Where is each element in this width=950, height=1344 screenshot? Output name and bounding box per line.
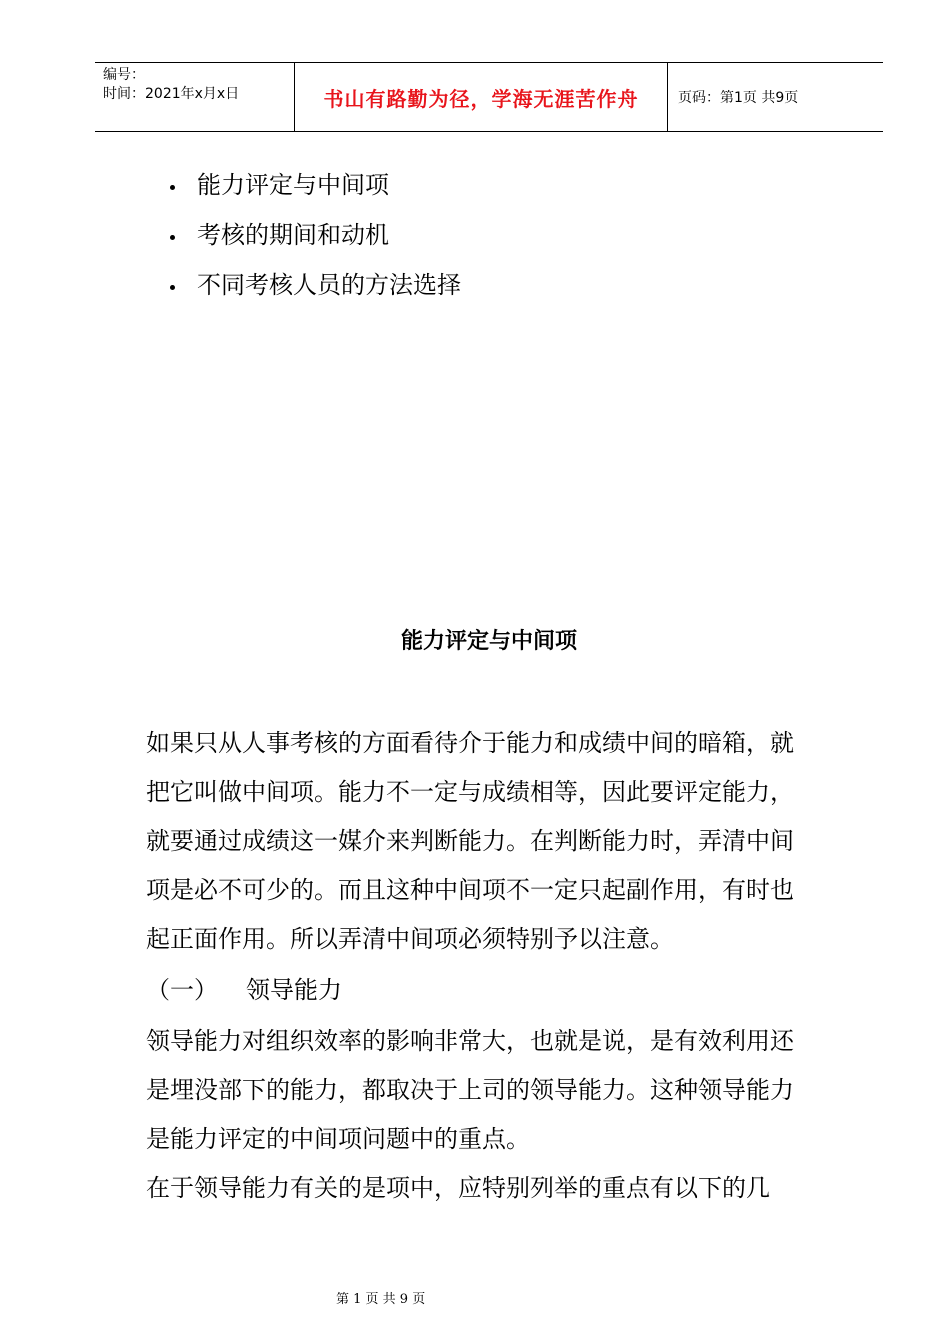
text-line: 如果只从人事考核的方面看待介于能力和成绩中间的暗箱，就 [146, 729, 794, 757]
bullet-item [170, 160, 461, 210]
page-header [95, 62, 883, 132]
subheading-number: （一） [146, 976, 218, 1004]
text-line: 在于领导能力有关的是项中，应特别列举的重点有以下的几 [146, 1174, 770, 1202]
paragraph-key-points [146, 1164, 836, 1213]
page-info-text: 页码：第1页 共9页 [678, 90, 799, 106]
bullet-text: 考核的期间和动机 [197, 221, 389, 249]
text-line: 项是必不可少的。而且这种中间项不一定只起副作用，有时也 [146, 876, 794, 904]
bullet-item [170, 210, 461, 260]
text-line: 是能力评定的中间项问题中的重点。 [146, 1125, 530, 1153]
subheading-text: 领导能力 [246, 976, 342, 1004]
text-line: 就要通过成绩这一媒介来判断能力。在判断能力时，弄清中间 [146, 827, 794, 855]
text-line: 起正面作用。所以弄清中间项必须特别予以注意。 [146, 925, 674, 953]
paragraph-leadership [146, 1017, 836, 1164]
header-motto-cell [295, 63, 668, 131]
text-line: 领导能力对组织效率的影响非常大，也就是说，是有效利用还 [146, 1027, 794, 1055]
bullet-dot-icon [170, 185, 175, 190]
bullet-dot-icon [170, 235, 175, 240]
motto-text: 书山有路勤为径，学海无涯苦作舟 [323, 86, 639, 111]
topic-bullet-list [170, 160, 461, 310]
section-title: 能力评定与中间项 [400, 629, 577, 654]
header-meta [95, 63, 295, 131]
document-number-label: 编号： [103, 67, 145, 83]
text-line: 把它叫做中间项。能力不一定与成绩相等，因此要评定能力， [146, 778, 794, 806]
page-footer: 第 1 页 共 9 页 [336, 1292, 426, 1307]
document-time-label: 时间：2021年x月x日 [103, 86, 240, 102]
bullet-text: 不同考核人员的方法选择 [197, 271, 461, 299]
bullet-text: 能力评定与中间项 [197, 171, 389, 199]
paragraph-intro [146, 719, 836, 964]
subheading-leadership [146, 966, 836, 1015]
bullet-dot-icon [170, 285, 175, 290]
text-line: 是埋没部下的能力，都取决于上司的领导能力。这种领导能力 [146, 1076, 794, 1104]
bullet-item [170, 260, 461, 310]
header-page-info [668, 63, 883, 131]
